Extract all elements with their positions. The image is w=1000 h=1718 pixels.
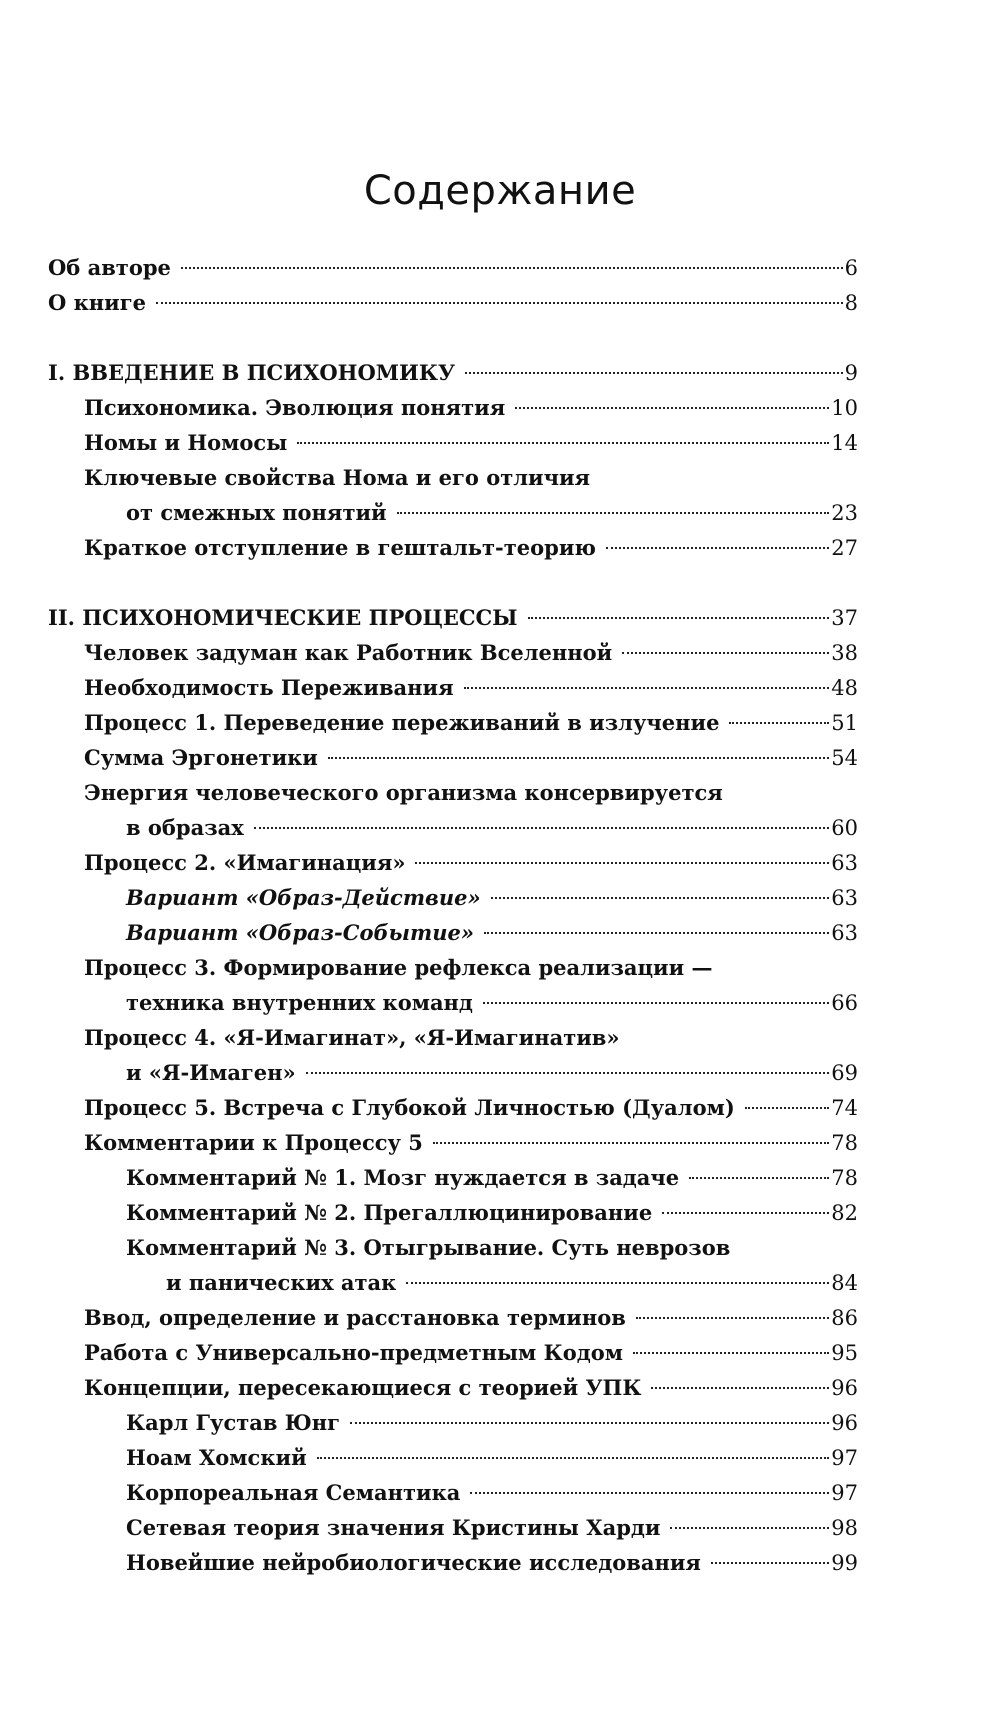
toc-entry-label: Процесс 2. «Имагинация» [84,850,406,875]
section-gap [48,320,858,355]
toc-entry [48,1300,858,1335]
toc-entry-page: 14 [831,431,858,455]
leader-dots [328,757,829,759]
leader-dots [483,1002,829,1004]
toc-entry-first-line: Ключевые свойства Нома и его отличия [84,465,591,490]
toc-subentry [48,1545,858,1580]
toc-entry-first-line: Процесс 4. «Я-Имагинат», «Я-Имагинатив» [84,1025,620,1050]
toc-part-heading [48,600,858,635]
toc-entry-first-line: Комментарий № 3. Отыгрывание. Суть неврозов [126,1235,731,1260]
leader-dots [491,897,830,899]
leader-dots [670,1527,829,1529]
toc-entry [48,635,858,670]
toc-subentry [48,1510,858,1545]
leader-dots [484,932,829,934]
toc-entry-page: 10 [831,396,858,420]
toc-entry-page: 63 [831,851,858,875]
leader-dots [651,1387,829,1389]
toc-entry-label: Ввод, определение и расстановка терминов [84,1305,626,1330]
toc-entry-label: Концепции, пересекающиеся с теорией УПК [84,1375,642,1400]
toc-entry-page: 78 [831,1166,858,1190]
toc-entry-label: I. ВВЕДЕНИЕ В ПСИХОНОМИКУ [48,360,456,385]
toc-entry-page: 27 [831,536,858,560]
toc-entry-page: 38 [831,641,858,665]
leader-dots [433,1142,829,1144]
toc-entry-page: 51 [831,711,858,735]
toc-entry-page: 63 [831,886,858,910]
toc-entry-label: Об авторе [48,255,171,280]
toc-entry-page: 84 [831,1271,858,1295]
toc-entry-page: 66 [831,991,858,1015]
toc-subentry [48,1405,858,1440]
leader-dots [465,372,843,374]
toc-entry-label: и панических атак [166,1270,397,1295]
toc-entry [48,530,858,565]
leader-dots [415,862,829,864]
leader-dots [711,1562,829,1564]
toc-entry-page: 97 [831,1481,858,1505]
toc-entry-label: Новейшие нейробиологические исследования [126,1550,701,1575]
toc-entry-label: Необходимость Переживания [84,675,454,700]
toc-entry-first-line: Процесс 3. Формирование рефлекса реализации — [84,955,713,980]
leader-dots [528,617,830,619]
toc-entry-label: техника внутренних команд [126,990,473,1015]
leader-dots [464,687,830,689]
toc-entry [48,250,858,285]
toc-entry-label: от смежных понятий [126,500,387,525]
toc-subentry [48,1195,858,1230]
toc-entry-label: Вариант «Образ-Событие» [126,920,474,945]
leader-dots [181,267,843,269]
toc-entry-page: 37 [831,606,858,630]
leader-dots [689,1177,829,1179]
toc-entry-page: 63 [831,921,858,945]
toc-entry [48,285,858,320]
toc-entry-page: 9 [844,361,858,385]
leader-dots [515,407,829,409]
toc-entry [48,810,858,845]
leader-dots [745,1107,830,1109]
toc-entry-label: Человек задуман как Работник Вселенной [84,640,613,665]
toc-subentry [48,1265,858,1300]
leader-dots [470,1492,829,1494]
toc-entry-label: Процесс 5. Встреча с Глубокой Личностью (Дуалом) [84,1095,735,1120]
toc-entry-page: 74 [831,1096,858,1120]
toc-entry-page: 86 [831,1306,858,1330]
leader-dots [636,1317,829,1319]
toc-entry-page: 95 [831,1341,858,1365]
toc-entry-label: Вариант «Образ-Действие» [126,885,481,910]
toc-entry-first-line: Энергия человеческого организма консервируется [84,780,723,805]
toc-entry [48,1090,858,1125]
leader-dots [297,442,829,444]
leader-dots [350,1422,829,1424]
toc-entry-label: Психономика. Эволюция понятия [84,395,506,420]
toc-entry-label: и «Я-Имаген» [126,1060,296,1085]
toc-entry-page: 48 [831,676,858,700]
leader-dots [397,512,830,514]
toc-entry-label: II. ПСИХОНОМИЧЕСКИЕ ПРОЦЕССЫ [48,605,518,630]
toc-entry-page: 54 [831,746,858,770]
toc-entry-label: Комментарии к Процессу 5 [84,1130,423,1155]
leader-dots [633,1352,829,1354]
toc-entry [48,425,858,460]
toc-entry-page: 97 [831,1446,858,1470]
toc-entry [48,1055,858,1090]
toc-entry-label: О книге [48,290,146,315]
toc-entry-page: 82 [831,1201,858,1225]
toc-entry-label: Номы и Номосы [84,430,288,455]
toc-entry-label: Карл Густав Юнг [126,1410,341,1435]
section-gap [48,565,858,600]
toc-entry-label: Комментарий № 2. Прегаллюцинирование [126,1200,653,1225]
toc-subentry [48,1475,858,1510]
toc-entry-label: Сетевая теория значения Кристины Харди [126,1515,661,1540]
toc-entry-page: 78 [831,1131,858,1155]
toc-entry [48,495,858,530]
leader-dots [622,652,829,654]
toc-entry [48,845,858,880]
toc-subentry [48,880,858,915]
leader-dots [406,1282,829,1284]
toc-subentry [48,1440,858,1475]
toc-entry [48,1370,858,1405]
toc-entry-page: 6 [844,256,858,280]
toc-entry-page: 98 [831,1516,858,1540]
toc-entry [48,705,858,740]
toc-entry-label: Корпореальная Семантика [126,1480,461,1505]
leader-dots [306,1072,830,1074]
toc-part-heading [48,355,858,390]
toc-entry-page: 8 [844,291,858,315]
page-title: Содержание [363,168,637,214]
toc-entry [48,740,858,775]
toc-subentry [48,1160,858,1195]
leader-dots [606,547,829,549]
leader-dots [662,1212,829,1214]
toc-entry [48,390,858,425]
toc-subentry [48,915,858,950]
toc-entry-page: 96 [831,1376,858,1400]
toc-entry [48,1125,858,1160]
toc-entry-label: Работа с Универсально-предметным Кодом [84,1340,623,1365]
leader-dots [156,302,843,304]
toc-entry-label: Комментарий № 1. Мозг нуждается в задаче [126,1165,680,1190]
toc-entry-label: Сумма Эргонетики [84,745,318,770]
toc-entry [48,985,858,1020]
toc-entry-page: 96 [831,1411,858,1435]
leader-dots [254,827,830,829]
toc-entry-page: 99 [831,1551,858,1575]
toc-entry-label: Краткое отступление в гештальт-теорию [84,535,596,560]
toc-entry-label: в образах [126,815,244,840]
toc-entry [48,1335,858,1370]
toc-entry-page: 69 [831,1061,858,1085]
toc-entry-page: 23 [831,501,858,525]
leader-dots [729,722,829,724]
toc-entry [48,670,858,705]
table-of-contents [48,250,858,1580]
toc-entry-label: Ноам Хомский [126,1445,307,1470]
leader-dots [317,1457,830,1459]
toc-entry-page: 60 [831,816,858,840]
toc-entry-label: Процесс 1. Переведение переживаний в излучение [84,710,720,735]
